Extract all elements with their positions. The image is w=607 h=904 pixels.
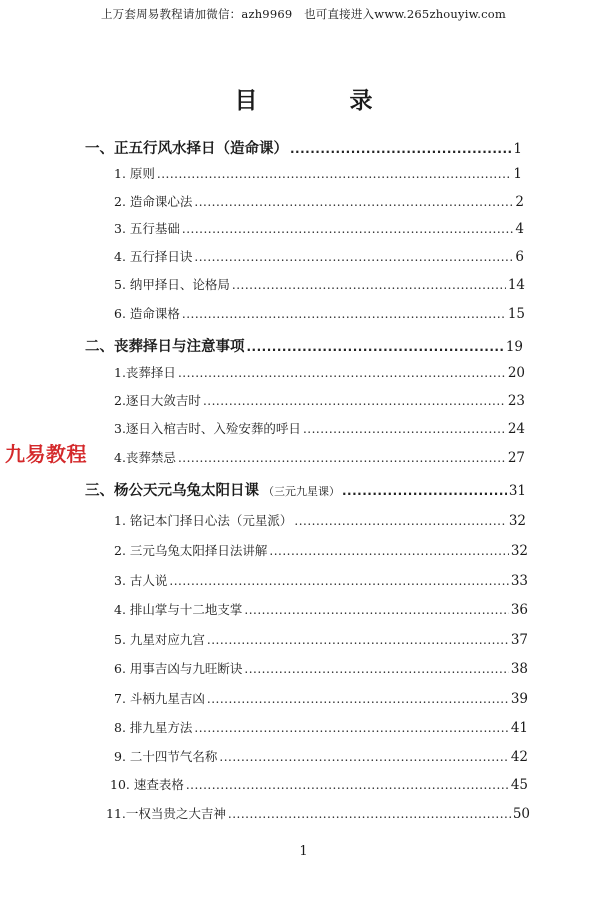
title-char-2: 录: [349, 88, 373, 114]
entry-page: 39: [510, 691, 528, 707]
entry-label: 5. 纳甲择日、论格局: [114, 277, 230, 292]
toc-entry[interactable]: [114, 571, 528, 589]
leader-dots: [157, 167, 512, 181]
section-title: 二、丧葬择日与注意事项: [85, 339, 245, 355]
entry-page: 38: [510, 661, 528, 677]
entry-label: 11.一权当贵之大吉神: [106, 806, 226, 821]
leader-dots: [178, 451, 506, 465]
page-header: 上万套周易教程请加微信：azh9969 也可直接进入www.265zhouyiw.com: [100, 7, 507, 21]
leader-dots: [203, 394, 506, 408]
toc-entry[interactable]: [114, 275, 525, 293]
entry-label: 10. 速查表格: [110, 777, 184, 792]
entry-label: 4. 排山掌与十二地支掌: [114, 602, 243, 617]
leader-dots: [247, 340, 504, 354]
toc-entry[interactable]: [114, 391, 525, 409]
entry-page: 32: [510, 543, 528, 559]
entry-label: 6. 造命课格: [114, 306, 180, 321]
toc-section-2[interactable]: [85, 335, 523, 356]
leader-dots: [169, 574, 508, 588]
toc-entry[interactable]: [114, 659, 528, 677]
section-title: 一、正五行风水择日（造命课）: [85, 141, 288, 157]
leader-dots: [290, 142, 511, 156]
toc-entry[interactable]: [114, 192, 524, 210]
toc-entry[interactable]: [110, 775, 528, 793]
entry-page: 41: [510, 720, 528, 736]
entry-label: 7. 斗柄九星吉凶: [114, 691, 205, 706]
entry-page: 50: [512, 806, 530, 822]
entry-label: 2. 三元乌兔太阳择日法讲解: [114, 543, 268, 558]
leader-dots: [186, 778, 509, 792]
leader-dots: [194, 250, 513, 264]
section-page: 1: [513, 141, 522, 157]
toc-entry[interactable]: [114, 541, 528, 559]
entry-page: 15: [507, 306, 525, 322]
toc-entry[interactable]: [114, 718, 528, 736]
leader-dots: [269, 544, 508, 558]
entry-page: 33: [510, 573, 528, 589]
leader-dots: [194, 721, 508, 735]
entry-page: 14: [507, 277, 525, 293]
leader-dots: [178, 366, 506, 380]
toc-entry[interactable]: [114, 511, 526, 529]
page-number: 1: [299, 844, 308, 859]
leader-dots: [219, 750, 508, 764]
toc-entry[interactable]: [114, 747, 528, 765]
toc-entry[interactable]: [114, 600, 528, 618]
toc-entry[interactable]: [114, 448, 525, 466]
leader-dots: [244, 603, 508, 617]
entry-page: 42: [510, 749, 528, 765]
entry-label: 1. 原则: [114, 166, 155, 181]
leader-dots: [228, 807, 511, 821]
toc-section-1[interactable]: [85, 137, 522, 158]
leader-dots: [182, 307, 506, 321]
section-page: 19: [505, 339, 523, 355]
entry-page: 4: [515, 221, 524, 237]
entry-page: 24: [507, 421, 525, 437]
entry-label: 4. 五行择日诀: [114, 249, 193, 264]
entry-label: 8. 排九星方法: [114, 720, 193, 735]
entry-page: 32: [508, 513, 526, 529]
section-note: （三元九星课）: [263, 485, 340, 498]
entry-page: 37: [510, 632, 528, 648]
toc-entry[interactable]: [114, 630, 528, 648]
leader-dots: [244, 662, 508, 676]
entry-label: 2.逐日大敛吉时: [114, 393, 201, 408]
leader-dots: [342, 484, 507, 498]
entry-label: 1. 铭记本门择日心法（元星派）: [114, 513, 293, 528]
entry-page: 27: [507, 450, 525, 466]
leader-dots: [207, 633, 509, 647]
entry-page: 2: [515, 194, 524, 210]
leader-dots: [182, 222, 514, 236]
toc-entry[interactable]: [114, 419, 525, 437]
entry-label: 5. 九星对应九宫: [114, 632, 205, 647]
entry-page: 45: [510, 777, 528, 793]
leader-dots: [232, 278, 506, 292]
entry-label: 6. 用事吉凶与九旺断诀: [114, 661, 243, 676]
entry-label: 3. 古人说: [114, 573, 168, 588]
section-title: 三、杨公天元乌兔太阳日课: [85, 483, 259, 499]
entry-page: 36: [510, 602, 528, 618]
entry-label: 4.丧葬禁忌: [114, 450, 176, 465]
leader-dots: [303, 422, 506, 436]
toc-entry[interactable]: [114, 219, 524, 237]
entry-label: 3. 五行基础: [114, 221, 180, 236]
toc-entry[interactable]: [114, 164, 522, 182]
entry-page: 20: [507, 365, 525, 381]
watermark-text: 九易教程: [5, 442, 87, 466]
section-page: 31: [508, 483, 526, 499]
toc-entry[interactable]: [114, 363, 525, 381]
entry-page: 1: [513, 166, 522, 182]
entry-label: 3.逐日入棺吉时、入殓安葬的呼日: [114, 421, 301, 436]
leader-dots: [194, 195, 513, 209]
entry-label: 1.丧葬择日: [114, 365, 176, 380]
toc-entry[interactable]: [114, 247, 524, 265]
toc-entry[interactable]: [106, 804, 530, 822]
entry-page: 23: [507, 393, 525, 409]
toc-entry[interactable]: [114, 689, 528, 707]
entry-label: 9. 二十四节气名称: [114, 749, 218, 764]
toc-section-3[interactable]: [85, 479, 526, 500]
entry-page: 6: [515, 249, 524, 265]
entry-label: 2. 造命课心法: [114, 194, 193, 209]
leader-dots: [294, 514, 506, 528]
toc-entry[interactable]: [114, 304, 525, 322]
leader-dots: [207, 692, 509, 706]
title-char-1: 目: [234, 88, 258, 114]
